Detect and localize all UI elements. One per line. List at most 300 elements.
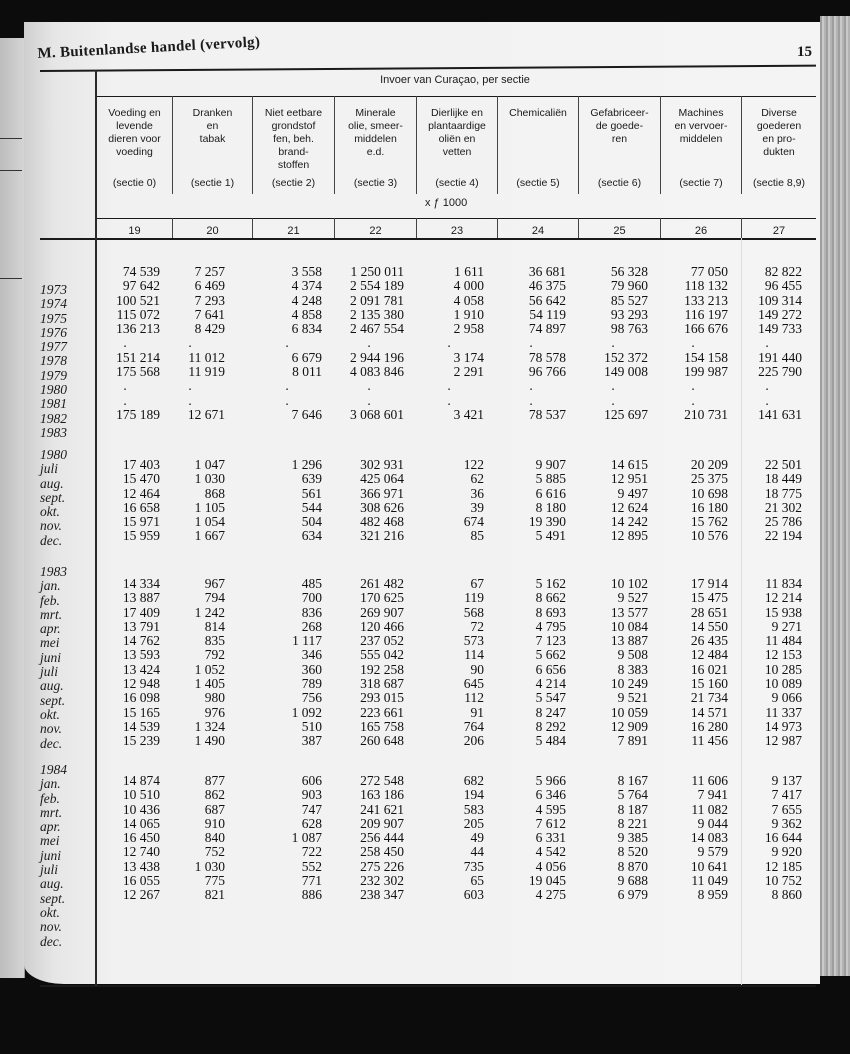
table-cell: 2 958 — [453, 321, 484, 337]
stub-label: 1982 — [40, 410, 67, 426]
table-cell: 12 153 — [764, 647, 802, 663]
table-cell: 19 045 — [528, 873, 566, 889]
table-cell: 93 293 — [610, 306, 648, 322]
table-cell: 82 822 — [764, 264, 802, 279]
table-cell: 15 959 — [122, 528, 160, 544]
table-cell: 256 444 — [360, 830, 404, 846]
header-line: oliën en — [438, 133, 476, 145]
table-cell: 166 676 — [684, 321, 728, 337]
table-cell: 120 466 — [360, 618, 404, 634]
table-cell: 9 688 — [617, 873, 648, 889]
table-cell: 8 180 — [535, 499, 566, 515]
table-cell: 840 — [204, 830, 225, 846]
table-cell: 868 — [204, 485, 225, 501]
table-cell: 12 624 — [610, 499, 648, 515]
header-line: goederen — [756, 120, 802, 132]
header-line: ren — [611, 133, 628, 145]
table-cell: 16 180 — [690, 499, 728, 515]
table-cell: 835 — [204, 633, 225, 649]
table-cell: 125 697 — [604, 406, 648, 422]
table-cell: 122 — [463, 457, 484, 472]
table-cell: 771 — [301, 873, 322, 889]
page-stack-edge — [820, 16, 850, 976]
table-cell: 4 374 — [291, 278, 322, 294]
table-cell: 269 907 — [360, 604, 404, 620]
table-cell: 366 971 — [360, 485, 404, 501]
table-cell: 3 421 — [453, 406, 484, 422]
table-cell: 8 429 — [194, 321, 225, 337]
table-cell: 3 068 601 — [350, 406, 404, 422]
table-cell: 16 658 — [122, 499, 160, 515]
table-cell: 634 — [301, 528, 322, 544]
table-cell: 78 578 — [528, 349, 566, 365]
table-cell: 260 648 — [360, 733, 404, 749]
sectie-label: (sectie 3) — [353, 177, 398, 189]
table-cell: 25 786 — [764, 514, 802, 530]
unit-label: x ƒ 1000 — [425, 197, 468, 209]
table-cell: 13 887 — [122, 590, 160, 606]
table-cell: . — [123, 392, 127, 408]
table-cell: . — [691, 378, 695, 394]
table-cell: . — [529, 335, 533, 351]
header-line: Diverse — [761, 107, 797, 119]
table-cell: 9 362 — [771, 815, 802, 831]
header-line: en vervoer- — [674, 120, 728, 132]
table-cell: 552 — [301, 858, 322, 874]
table-cell: 14 571 — [690, 704, 728, 720]
table-cell: 15 470 — [122, 471, 160, 487]
table-cell: 78 537 — [528, 406, 566, 422]
stub-label: sept. — [40, 489, 66, 505]
table-cell: 7 641 — [194, 306, 225, 322]
stub-label: feb. — [40, 592, 60, 608]
table-cell: 97 642 — [122, 278, 160, 294]
table-cell: 165 758 — [360, 718, 404, 734]
table-cell: 7 612 — [535, 815, 566, 831]
table-cell: 11 082 — [691, 801, 728, 817]
table-bottom-rule — [40, 985, 816, 987]
stub-label: sept. — [40, 890, 66, 906]
table-cell: 425 064 — [360, 471, 404, 487]
data-column — [692, 265, 802, 422]
table-cell: 12 671 — [187, 406, 225, 422]
stub-label: nov. — [40, 919, 62, 935]
table-cell: 4 248 — [291, 292, 322, 308]
table-cell: 6 979 — [617, 887, 648, 903]
header-line: Dierlijke en — [431, 107, 483, 119]
table-cell: 85 — [470, 528, 484, 544]
table-cell: . — [285, 378, 289, 394]
table-cell: 877 — [204, 773, 225, 788]
header-line: Voeding en — [108, 107, 161, 119]
header-line: vetten — [442, 146, 472, 158]
stub-label: mei — [40, 635, 60, 651]
table-cell: 26 435 — [690, 633, 728, 649]
table-cell: 7 293 — [194, 292, 225, 308]
sectie-label: (sectie 5) — [516, 177, 560, 189]
table-cell: 115 072 — [116, 306, 160, 322]
table-cell: 194 — [463, 787, 484, 803]
sectie-label: (sectie 0) — [112, 177, 157, 189]
table-cell: . — [447, 335, 451, 351]
table-cell: 14 874 — [122, 773, 160, 788]
table-cell: 15 160 — [690, 676, 728, 692]
sectie-label: (sectie 7) — [679, 177, 723, 189]
table-cell: 14 973 — [764, 718, 802, 734]
table-cell: 4 056 — [535, 858, 566, 874]
column-header-machines — [661, 107, 741, 189]
stub-label: nov. — [40, 721, 62, 737]
table-cell: . — [285, 335, 289, 351]
header-line: dieren voor — [108, 133, 161, 145]
table-cell: 735 — [463, 858, 484, 874]
stub-label: mrt. — [40, 804, 63, 820]
stub-label: 1981 — [40, 396, 67, 412]
header-line: middelen — [679, 133, 723, 145]
table-cell: 10 102 — [610, 576, 648, 591]
table-cell: 223 661 — [360, 704, 404, 720]
stub-label: 1973 — [40, 282, 67, 297]
table-cell: 191 440 — [758, 349, 802, 365]
table-cell: 10 084 — [610, 618, 648, 634]
stub-label: 1977 — [40, 339, 67, 355]
table-cell: 209 907 — [360, 815, 404, 831]
table-cell: 149 272 — [758, 306, 802, 322]
column-number: 27 — [772, 225, 786, 237]
table-cell: 72 — [470, 618, 484, 634]
table-cell: 5 885 — [535, 471, 566, 487]
table-cell: 10 510 — [122, 787, 160, 803]
table-cell: 6 616 — [535, 485, 566, 501]
stub-label: 1980 — [40, 382, 67, 398]
table-cell: 1 030 — [194, 471, 225, 487]
table-cell: 1 296 — [291, 457, 322, 472]
stub-label: juli — [40, 461, 59, 477]
table-cell: 504 — [301, 514, 322, 530]
table-cell: . — [188, 392, 192, 408]
data-column — [692, 577, 802, 749]
stub-label: dec. — [40, 735, 63, 751]
table-cell: 238 347 — [360, 887, 404, 903]
table-cell: 175 568 — [116, 364, 160, 380]
stub-label: nov. — [40, 518, 62, 534]
table-cell: . — [123, 378, 127, 394]
table-cell: 16 055 — [122, 873, 160, 889]
table-cell: . — [447, 392, 451, 408]
table-cell: 151 214 — [116, 349, 160, 365]
table-cell: 794 — [204, 590, 225, 606]
table-caption: Invoer van Curaçao, per sectie — [380, 74, 530, 86]
table-cell: 10 698 — [690, 485, 728, 501]
table-cell: 603 — [463, 887, 484, 903]
table-cell: 862 — [204, 787, 225, 803]
table-cell: 11 919 — [188, 364, 225, 380]
table-cell: 11 484 — [765, 633, 802, 649]
table-cell: 205 — [463, 815, 484, 831]
table-cell: 1 117 — [292, 633, 322, 649]
table-cell: 241 621 — [360, 801, 404, 817]
data-column — [115, 458, 225, 544]
table-cell — [115, 931, 225, 945]
table-cell: 15 938 — [764, 604, 802, 620]
table-cell: 119 — [464, 590, 484, 606]
stub-label: okt. — [40, 904, 60, 920]
table-cell: 482 468 — [360, 514, 404, 530]
header-line: de goede- — [595, 120, 644, 132]
table-cell: 674 — [463, 514, 484, 530]
table-cell: 163 186 — [360, 787, 404, 803]
table-cell: 258 450 — [360, 844, 404, 860]
table-cell: 152 372 — [604, 349, 648, 365]
table-cell: 22 194 — [764, 528, 802, 544]
column-header-dranken — [173, 107, 252, 189]
table-cell: 154 158 — [684, 349, 728, 365]
data-column — [115, 774, 225, 946]
table-cell: 3 174 — [453, 349, 484, 365]
table-cell: 1 092 — [291, 704, 322, 720]
table-cell: 7 655 — [771, 801, 802, 817]
table-cell: 10 436 — [122, 801, 160, 817]
table-cell: 5 484 — [535, 733, 566, 749]
table-cell: 11 456 — [691, 733, 728, 749]
table-cell: 7 891 — [617, 733, 648, 749]
table-cell: 85 527 — [610, 292, 648, 308]
table-cell: 206 — [463, 733, 484, 749]
stub-label: okt. — [40, 504, 60, 520]
table-cell: 4 214 — [535, 676, 566, 692]
table-cell: 11 834 — [765, 576, 802, 591]
table-cell: 14 550 — [690, 618, 728, 634]
table-cell: 1 047 — [194, 457, 225, 472]
rule — [0, 170, 22, 171]
header-line: e.d. — [366, 146, 385, 158]
stub-label: jan. — [40, 578, 61, 594]
table-cell: 12 464 — [122, 485, 160, 501]
table-cell: 3 558 — [291, 264, 322, 279]
header-line: levende — [116, 120, 153, 132]
table-cell: 14 762 — [122, 633, 160, 649]
table-cell: 16 280 — [690, 718, 728, 734]
table-cell: . — [285, 392, 289, 408]
table-cell: 318 687 — [360, 676, 404, 692]
table-cell: 10 641 — [690, 858, 728, 874]
table-cell: 976 — [204, 704, 225, 720]
column-header-diverse — [742, 107, 816, 189]
table-cell: 18 775 — [764, 485, 802, 501]
table-cell: 275 226 — [360, 858, 404, 874]
table-cell: 9 527 — [617, 590, 648, 606]
table-cell: 8 167 — [617, 773, 648, 788]
table-cell: 836 — [301, 604, 322, 620]
column-header-grondstoffen — [253, 107, 334, 189]
table-cell: 36 — [470, 485, 484, 501]
stub-year: 1984 — [40, 762, 67, 777]
stub-label: feb. — [40, 790, 60, 806]
table-cell: 2 554 189 — [350, 278, 404, 294]
sectie-label: (sectie 1) — [190, 177, 235, 189]
table-cell: . — [611, 392, 615, 408]
stub-label: dec. — [40, 933, 63, 949]
table-cell: 2 091 781 — [350, 292, 404, 308]
stub-label: aug. — [40, 475, 64, 491]
stub-label: juli — [40, 862, 59, 878]
table-cell: 764 — [463, 718, 484, 734]
table-cell: 133 213 — [684, 292, 728, 308]
table-cell: 8 693 — [535, 604, 566, 620]
table-cell: 9 508 — [617, 647, 648, 663]
table-cell: 11 606 — [691, 773, 728, 788]
table-cell: 65 — [470, 873, 484, 889]
table-cell: 6 834 — [291, 321, 322, 337]
table-cell — [692, 903, 802, 917]
table-cell: 67 — [470, 576, 484, 591]
table-cell: 682 — [463, 773, 484, 788]
table-cell: 10 752 — [764, 873, 802, 889]
table-cell: 775 — [204, 873, 225, 889]
table-cell: 5 491 — [535, 528, 566, 544]
stub-label: 1983 — [40, 424, 67, 440]
table-cell: 21 302 — [764, 499, 802, 515]
table-cell: 12 895 — [610, 528, 648, 544]
column-number: 25 — [613, 225, 626, 237]
stub-label: mrt. — [40, 606, 63, 622]
column-header-chemicalien — [498, 107, 578, 189]
table-cell: 116 197 — [684, 306, 728, 322]
header-line: grondstof — [271, 120, 316, 132]
table-cell: 5 547 — [535, 690, 566, 706]
table-cell: 15 165 — [122, 704, 160, 720]
header-line: Minerale — [355, 107, 396, 119]
table-cell: . — [611, 378, 615, 394]
table-cell: 14 334 — [122, 576, 160, 591]
table-cell — [115, 917, 225, 931]
table-cell: 9 066 — [771, 690, 802, 706]
table-cell: 8 959 — [697, 887, 728, 903]
table-cell: 8 292 — [535, 718, 566, 734]
caption-rule — [97, 96, 816, 97]
table-cell: 8 247 — [535, 704, 566, 720]
table-cell — [115, 903, 225, 917]
table-cell: 9 497 — [617, 485, 648, 501]
table-cell: 56 328 — [610, 264, 648, 279]
table-cell: . — [691, 392, 695, 408]
table-cell: 12 948 — [122, 676, 160, 692]
stub-label: 1978 — [40, 353, 67, 369]
table-cell: 12 740 — [122, 844, 160, 860]
table-cell: 77 050 — [690, 264, 728, 279]
table-cell: 12 951 — [610, 471, 648, 487]
table-cell: 232 302 — [360, 873, 404, 889]
table-cell: 1 054 — [194, 514, 225, 530]
table-cell: 118 132 — [684, 278, 728, 294]
table-cell: 2 291 — [453, 364, 484, 380]
table-cell: 28 651 — [690, 604, 728, 620]
table-cell: 13 438 — [122, 858, 160, 874]
table-cell: . — [691, 335, 695, 351]
header-line: Dranken — [192, 107, 233, 119]
table-cell: 13 887 — [610, 633, 648, 649]
table-cell: 39 — [470, 499, 484, 515]
table-cell: 302 931 — [360, 457, 404, 472]
table-cell — [692, 917, 802, 931]
stub-label: dec. — [40, 532, 63, 548]
header-line: en — [206, 120, 219, 132]
column-number: 21 — [287, 225, 300, 237]
table-cell: 14 065 — [122, 815, 160, 831]
table-cell: 114 — [464, 647, 484, 663]
table-cell: 568 — [463, 604, 484, 620]
table-cell: 6 679 — [291, 349, 322, 365]
table-cell: 321 216 — [360, 528, 404, 544]
table-cell: 5 966 — [535, 773, 566, 788]
table-cell: 46 375 — [528, 278, 566, 294]
unit-rule — [97, 218, 816, 219]
table-cell: 9 920 — [771, 844, 802, 860]
table-cell: 141 631 — [758, 406, 802, 422]
table-cell: 56 642 — [528, 292, 566, 308]
table-cell: 5 662 — [535, 647, 566, 663]
table-cell: 11 049 — [691, 873, 728, 889]
table-cell: 11 337 — [765, 704, 802, 720]
header-line: middelen — [354, 133, 397, 145]
table-cell: 544 — [301, 499, 322, 515]
table-cell: 308 626 — [360, 499, 404, 515]
stub-label: 1975 — [40, 310, 67, 326]
table-cell: 112 — [464, 690, 484, 706]
sectie-label: (sectie 2) — [271, 177, 316, 189]
table-cell: 7 646 — [291, 406, 322, 422]
stub-label: mei — [40, 833, 60, 849]
column-header-olien-vetten — [417, 107, 497, 189]
table-cell: 74 539 — [122, 264, 160, 279]
previous-page-edge — [0, 38, 25, 978]
page-title: M. Buitenlandse handel (vervolg) — [37, 34, 261, 63]
table-cell: 360 — [301, 661, 322, 677]
table-cell: 1 667 — [194, 528, 225, 544]
table-cell: 722 — [301, 844, 322, 860]
table-cell: 225 790 — [758, 364, 802, 380]
table-cell: 15 762 — [690, 514, 728, 530]
stub-label: aug. — [40, 876, 64, 892]
stub-label: 1974 — [40, 296, 67, 312]
table-cell: 4 000 — [453, 278, 484, 294]
table-cell: 12 214 — [764, 590, 802, 606]
table-cell: 9 271 — [771, 618, 802, 634]
header-line: en pro- — [762, 133, 796, 145]
table-cell: 17 403 — [122, 457, 160, 472]
table-cell: 8 520 — [617, 844, 648, 860]
table-cell: 6 656 — [535, 661, 566, 677]
header-line: fen, beh. — [273, 133, 314, 145]
table-cell: 15 475 — [690, 590, 728, 606]
rule — [0, 138, 22, 139]
table-cell: . — [188, 335, 192, 351]
table-cell: 8 662 — [535, 590, 566, 606]
table-cell: 346 — [301, 647, 322, 663]
table-cell: 62 — [470, 471, 484, 487]
table-cell: 789 — [301, 676, 322, 692]
table-cell: 4 542 — [535, 844, 566, 860]
table-cell: 10 576 — [690, 528, 728, 544]
table-cell: 8 870 — [617, 858, 648, 874]
table-cell: 387 — [301, 733, 322, 749]
table-cell: 1 490 — [194, 733, 225, 749]
table-cell: 9 579 — [697, 844, 728, 860]
table-cell: 1 910 — [453, 306, 484, 322]
table-cell: 1 242 — [194, 604, 225, 620]
table-cell: . — [367, 335, 371, 351]
stub-label: aug. — [40, 678, 64, 694]
